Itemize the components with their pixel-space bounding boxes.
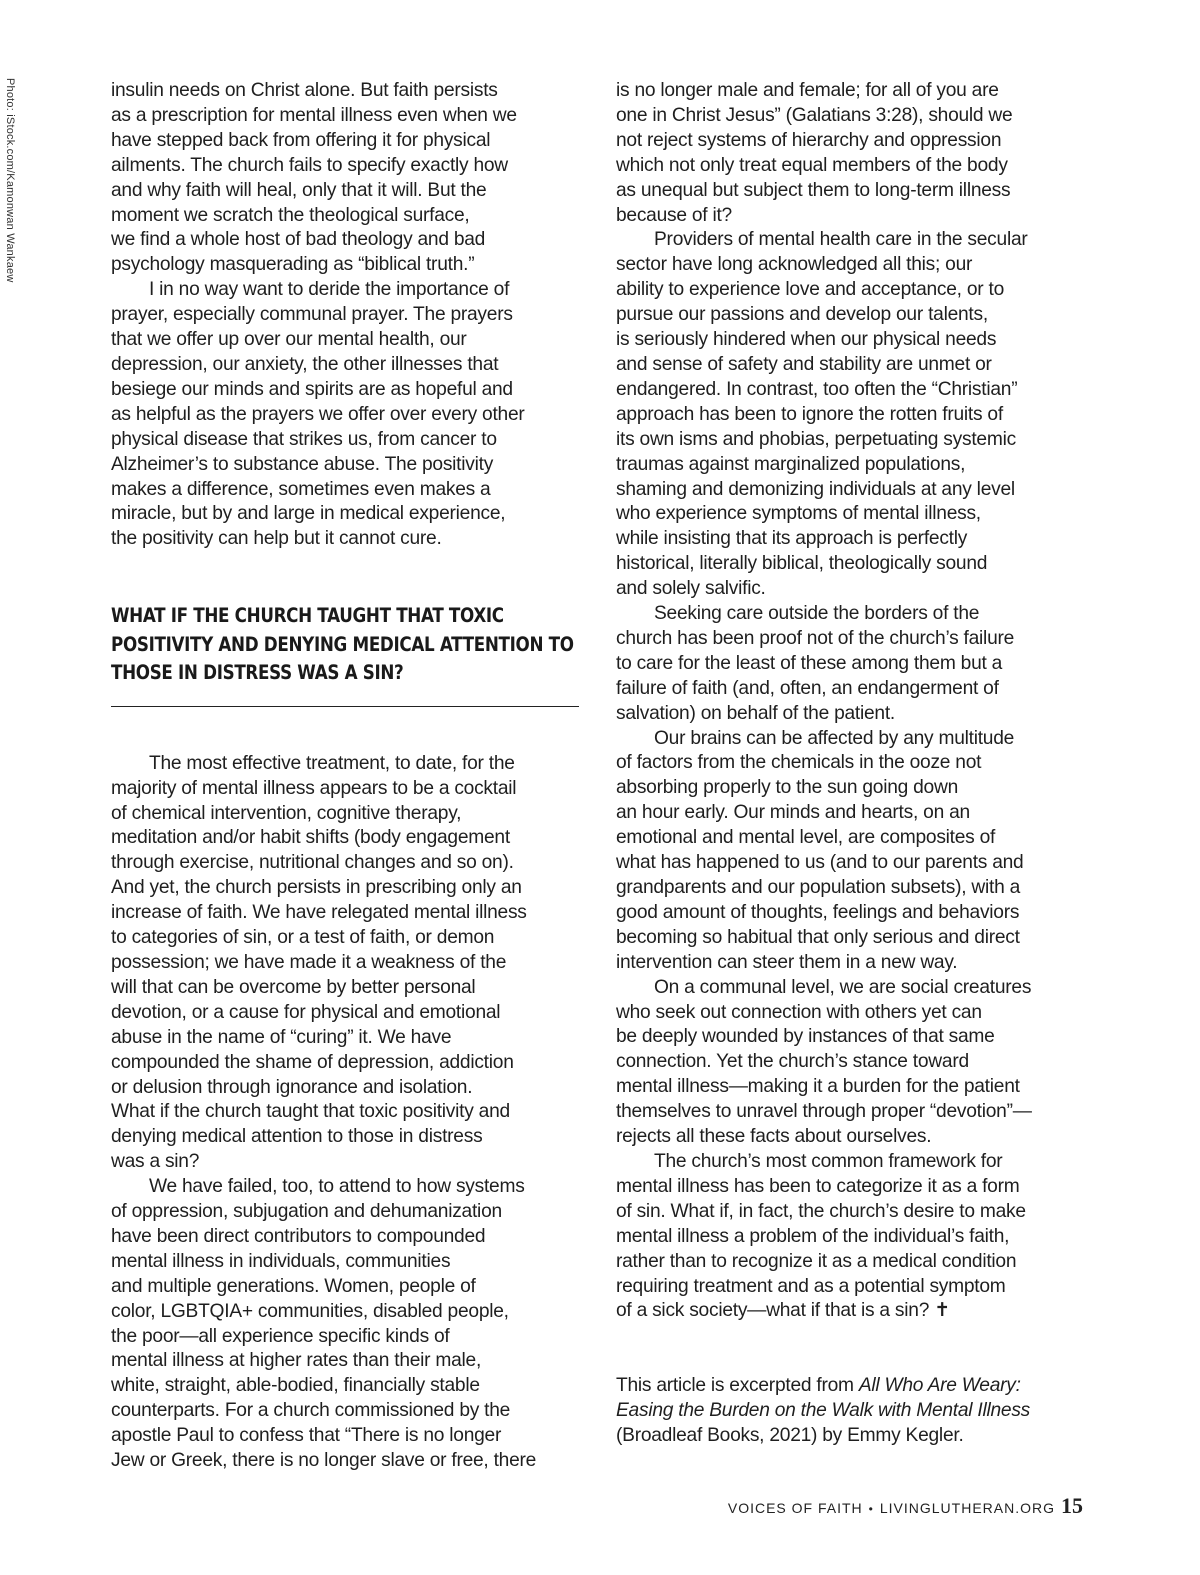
- footer-separator: •: [868, 1502, 874, 1516]
- footer-section: VOICES OF FAITH: [727, 1500, 863, 1516]
- spacer: [616, 1324, 1094, 1374]
- footer-site: LIVINGLUTHERAN.ORG: [879, 1500, 1055, 1516]
- body-paragraph: is no longer male and female; for all of you are one in Christ Jesus” (Galatians 3:28), should we not reject systems of hierarchy and oppression which not only treat equal members of the body as unequal but subject them to long-term illness because of it?: [616, 80, 1013, 226]
- heading-divider: [111, 706, 579, 707]
- book-title: All Who Are Weary: Easing the Burden on the Walk with Mental Illness: [616, 1375, 1031, 1422]
- body-paragraph: The most effective treatment, to date, for the majority of mental illness appears to be a cocktail of chemical intervention, cognitive therapy, meditation and/or habit shifts (body engagement through exercise, nutritional changes and so on). And yet, the church persists in prescribing only an increase of faith. We have relegated mental illness to categories of sin, or a test of faith, or demon possession; we have made it a weakness of the will that can be overcome by better personal devotion, or a cause for physical and emotional abuse in the name of “curing” it. We have compounded the shame of depression, addiction or delusion through ignorance and isolation. What if the church taught that toxic positivity and denying medical attention to those in distress was a sin?: [111, 752, 527, 1173]
- body-paragraph: Providers of mental health care in the secular sector have long acknowledged all this; our ability to experience love and acceptance, or to pursue our passions and develop our talents, is seriously hindered when our physical needs and sense of safety and stability are unmet or endangered. In contrast, too often the “Christian” approach has been to ignore the rotten fruits of its own isms and phobias, perpetuating systemic traumas against marginalized populations, shaming and demonizing individuals at any level who experience symptoms of mental illness, while insisting that its approach is perfectly historical, literally biblical, theologically sound and solely salvific.: [616, 229, 1028, 600]
- body-paragraph: The church’s most common framework for mental illness has been to categorize it as a form of sin. What if, in fact, the church’s desire to make mental illness a problem of the individual’s faith, rather than to recognize it as a medical condition requiring treatment and as a potential symptom of a sick society—what if that is a sin? ✝: [616, 1150, 1026, 1322]
- excerpt-note-publisher: (Broadleaf Books, 2021) by Emmy Kegler.: [616, 1425, 964, 1447]
- section-heading: WHAT IF THE CHURCH TAUGHT THAT TOXIC POSITIVITY AND DENYING MEDICAL ATTENTION TO THOSE IN DISTRESS WAS A SIN?: [111, 604, 574, 685]
- page-footer: [728, 1493, 1083, 1519]
- body-paragraph: On a communal level, we are social creatures who seek out connection with others yet can be deeply wounded by instances of that same connection. Yet the church’s stance toward mental illness—making it a burden for the patient themselves to unravel through proper “devotion”— rejects all these facts about ourselves.: [616, 976, 1032, 1148]
- body-paragraph: Our brains can be affected by any multitude of factors from the chemicals in the ooze not absorbing properly to the sun going down an hour early. Our minds and hearts, on an emotional and mental level, are composites of what has happened to us (and to our parents and grandparents and our population subsets), with a good amount of thoughts, feelings and behaviors becoming so habitual that only serious and direct intervention can steer them in a new way.: [616, 727, 1024, 973]
- right-column: [616, 79, 1094, 1449]
- photo-credit: Photo: iStock.com/Kamonwan Wankaew: [4, 78, 16, 283]
- excerpt-note-intro: This article is excerpted from: [616, 1375, 859, 1397]
- left-column: [111, 79, 587, 1474]
- body-paragraph: insulin needs on Christ alone. But faith persists as a prescription for mental illness even when we have stepped back from offering it for physical ailments. The church fails to specify exactly how and why faith will heal, only that it will. But the moment we scratch the theological surface, we find a whole host of bad theology and bad psychology masquerading as “biblical truth.”: [111, 80, 517, 276]
- body-paragraph: We have failed, too, to attend to how systems of oppression, subjugation and dehumanization have been direct contributors to compounded mental illness in individuals, communities and multiple generations. Women, people of color, LGBTQIA+ communities, disabled people, the poor—all experience specific kinds of mental illness at higher rates than their male, white, straight, able-bodied, financially stable counterparts. For a church commissioned by the apostle Paul to confess that “There is no longer Jew or Greek, there is no longer slave or free, there: [111, 1176, 537, 1472]
- page-number: 15: [1061, 1493, 1083, 1518]
- body-paragraph: Seeking care outside the borders of the church has been proof not of the church’s failure to care for the least of these among them but a failure of faith (and, often, an endangerment of salvation) on behalf of the patient.: [616, 603, 1015, 724]
- body-paragraph: I in no way want to deride the importance of prayer, especially communal prayer. The prayers that we offer up over our mental health, our depression, our anxiety, the other illnesses that besiege our minds and spirits are as hopeful and as helpful as the prayers we offer over every other physical disease that strikes us, from cancer to Alzheimer’s to substance abuse. The positivity makes a difference, sometimes even makes a miracle, but by and large in medical experience, the positivity can help but it cannot cure.: [111, 279, 525, 550]
- excerpt-note: [616, 1374, 1094, 1449]
